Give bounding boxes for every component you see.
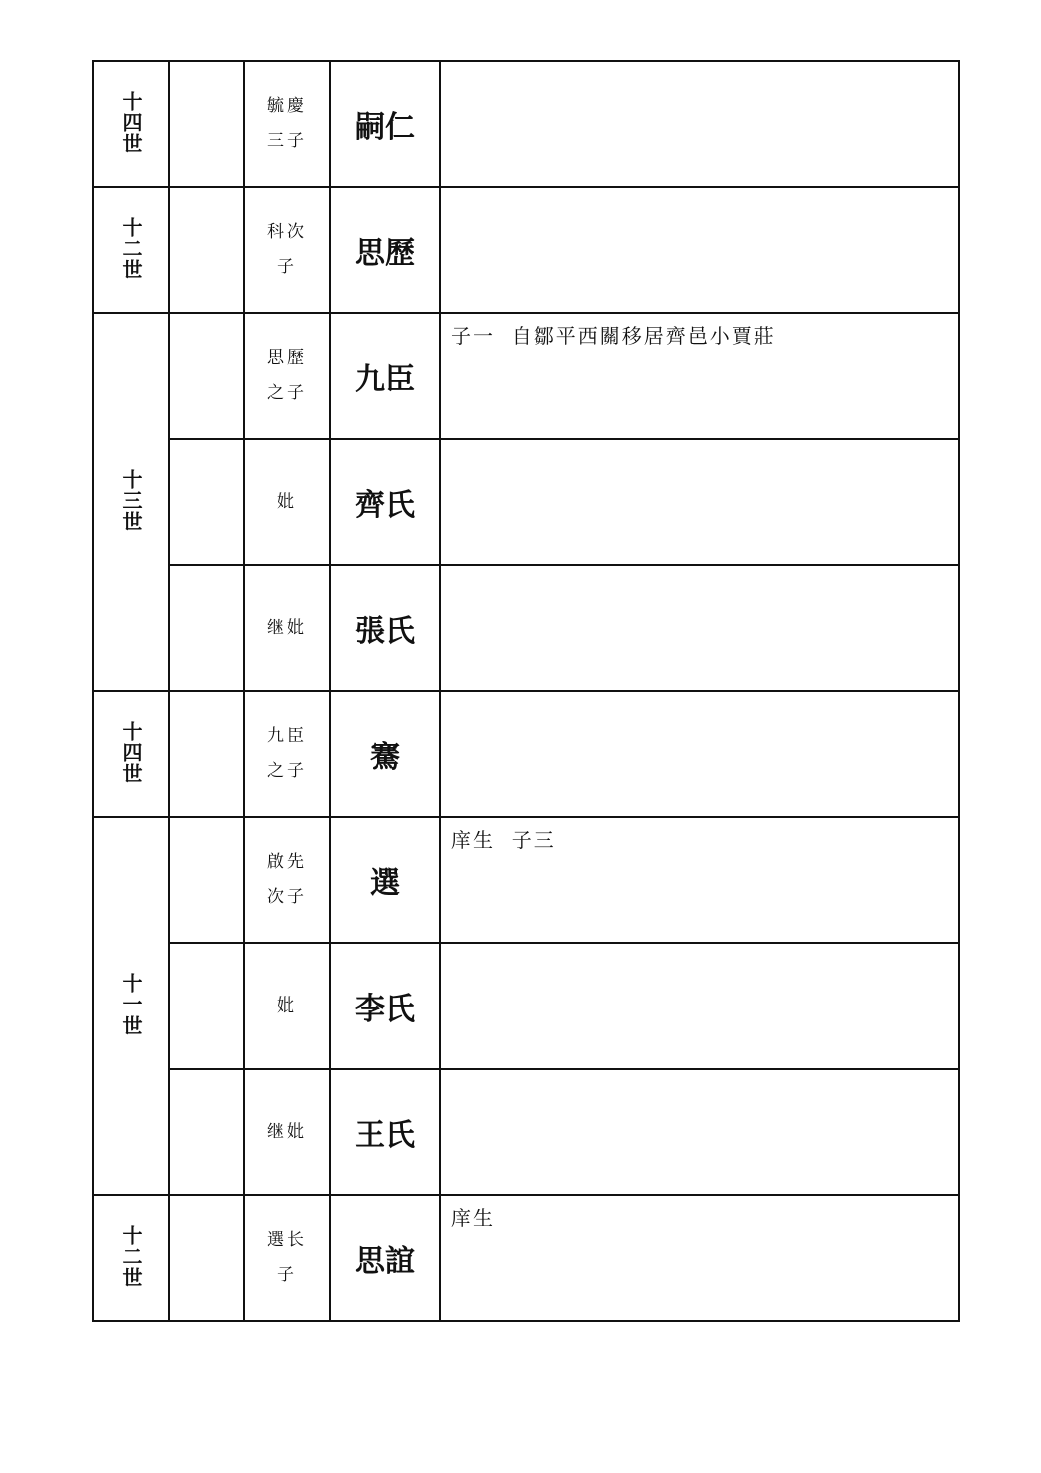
generation-label: 十二世 [119,216,143,280]
note-cell: 子一 自鄒平西關移居齊邑小賈莊 [440,313,959,439]
table-row [93,565,959,691]
blank-cell [169,1069,244,1195]
table-row [93,61,959,187]
note-cell: 庠生 [440,1195,959,1321]
blank-cell [169,187,244,313]
person-name: 嗣仁 [330,61,440,187]
generation-cell [93,187,169,313]
relation-label: 继妣 [267,1121,307,1142]
note-cell [440,691,959,817]
relation-label: 妣 [277,491,297,512]
person-name: 張氏 [330,565,440,691]
relation-label: 继妣 [267,617,307,638]
generation-label: 十二世 [119,1224,143,1288]
person-name: 思誼 [330,1195,440,1321]
note-cell: 庠生 子三 [440,817,959,943]
blank-cell [169,61,244,187]
relation-label: 啟先次子 [267,852,307,907]
generation-label: 十一世 [119,972,143,1036]
note-cell [440,61,959,187]
person-name: 王氏 [330,1069,440,1195]
relation-label: 毓慶三子 [267,96,307,151]
relation-label: 妣 [277,995,297,1016]
blank-cell [169,817,244,943]
generation-cell [93,817,169,1195]
generation-label: 十四世 [119,90,143,154]
blank-cell [169,943,244,1069]
generation-cell [93,61,169,187]
generation-cell [93,691,169,817]
note-cell [440,565,959,691]
person-name: 九臣 [330,313,440,439]
table-row [93,943,959,1069]
genealogy-table [92,60,960,1322]
relation-cell [244,817,330,943]
table-row [93,187,959,313]
note-cell [440,187,959,313]
table-row [93,439,959,565]
person-name: 選 [330,817,440,943]
relation-label: 科次子 [267,222,307,277]
relation-cell [244,565,330,691]
note-cell [440,1069,959,1195]
generation-cell [93,1195,169,1321]
blank-cell [169,313,244,439]
person-name: 思歷 [330,187,440,313]
note-cell [440,439,959,565]
blank-cell [169,565,244,691]
note-cell [440,943,959,1069]
relation-label: 思歷之子 [267,348,307,403]
person-name: 騫 [330,691,440,817]
relation-cell [244,439,330,565]
generation-label: 十四世 [119,720,143,784]
table-row [93,817,959,943]
relation-cell [244,691,330,817]
relation-label: 選长子 [267,1230,307,1285]
table-row [93,1195,959,1321]
relation-cell [244,187,330,313]
generation-cell [93,313,169,691]
blank-cell [169,1195,244,1321]
relation-cell [244,1195,330,1321]
table-row [93,691,959,817]
relation-cell [244,943,330,1069]
person-name: 李氏 [330,943,440,1069]
table-row [93,1069,959,1195]
relation-label: 九臣之子 [267,726,307,781]
relation-cell [244,61,330,187]
blank-cell [169,439,244,565]
blank-cell [169,691,244,817]
person-name: 齊氏 [330,439,440,565]
relation-cell [244,1069,330,1195]
table-row [93,313,959,439]
generation-label: 十三世 [119,468,143,532]
relation-cell [244,313,330,439]
